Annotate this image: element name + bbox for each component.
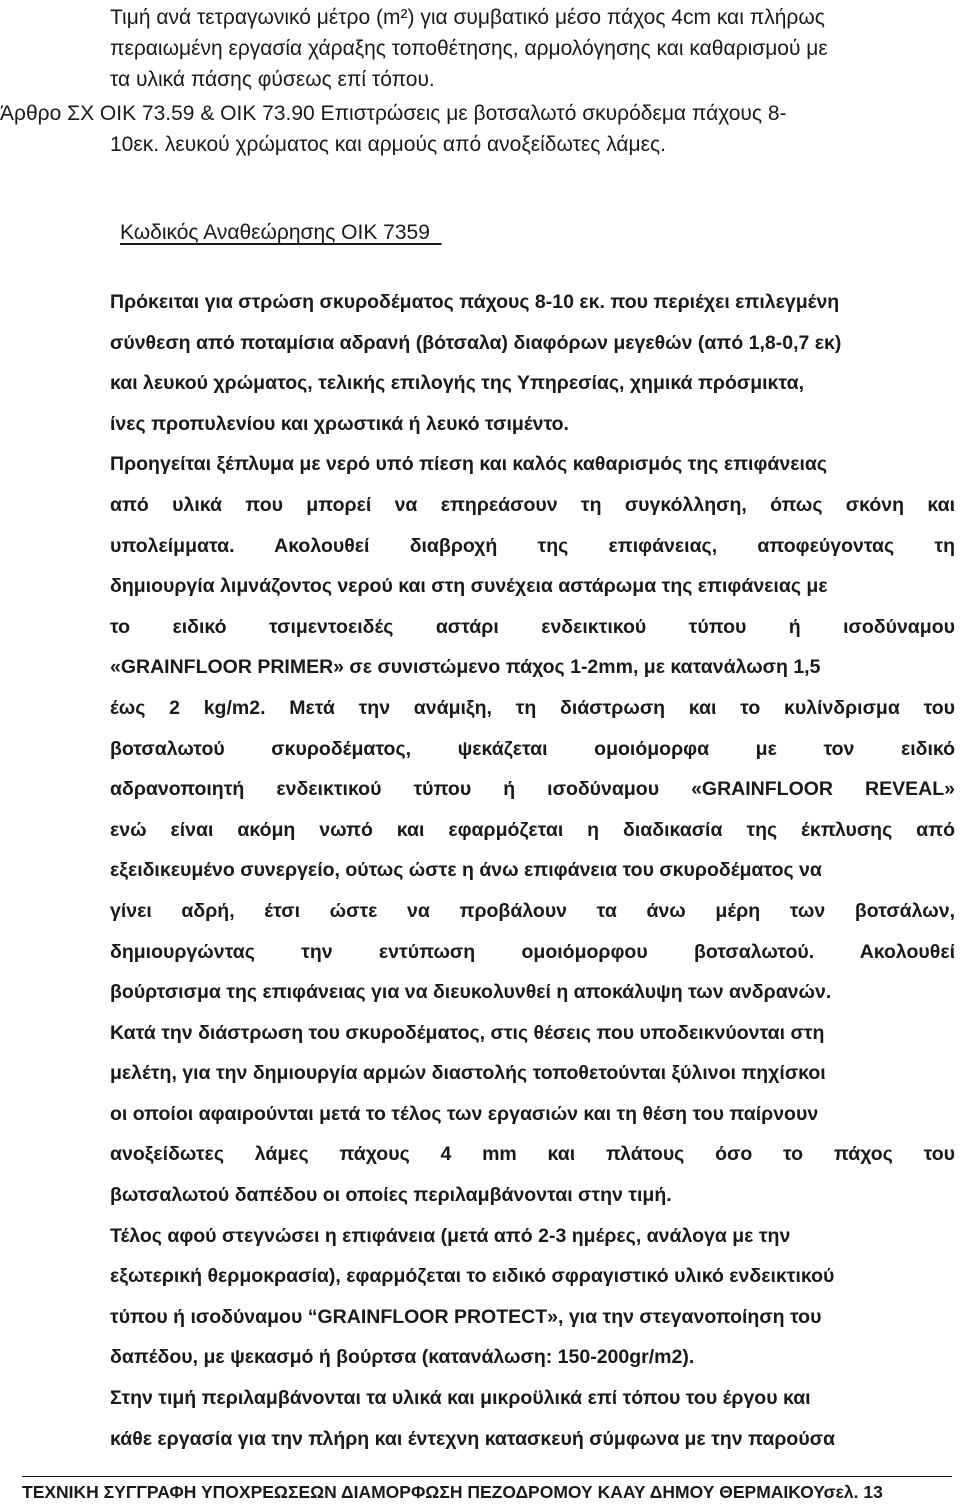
body-line: ίνες προπυλενίου και χρωστικά ή λευκό τσιμέντο.: [110, 412, 569, 435]
body-line: Στην τιμή περιλαμβάνονται τα υλικά και μικροϋλικά επί τόπου του έργου και: [110, 1387, 811, 1410]
article-heading: [0, 98, 940, 160]
page-footer: ΤΕΧΝΙΚΗ ΣΥΓΓΡΑΦΗ ΥΠΟΧΡΕΩΣΕΩΝ ΔΙΑΜΟΡΦΩΣΗ ΠΕΖΟΔΡΟΜΟΥ ΚΑΑΥ ΔΗΜΟΥ ΘΕΡΜΑΙΚΟΥσελ. 13: [22, 1482, 883, 1502]
body-line: και λευκού χρώματος, τελικής επιλογής της Υπηρεσίας, χημικά πρόσμικτα,: [110, 372, 804, 395]
body-line: ενώ είναι ακόμη νωπό και εφαρμόζεται η διαδικασία της έκπλυσης από: [110, 818, 955, 841]
intro-line: τα υλικά πάσης φύσεως επί τόπου.: [110, 68, 435, 91]
body-line: κάθε εργασία για την πλήρη και έντεχνη κατασκευή σύμφωνα με την παρούσα: [110, 1427, 835, 1450]
body-line: από υλικά που μπορεί να επηρεάσουν τη συγκόλληση, όπως σκόνη και: [110, 493, 955, 516]
revision-code: Κωδικός Αναθεώρησης ΟΙΚ 7359: [120, 221, 442, 244]
body-line: ανοξείδωτες λάμες πάχους 4 mm και πλάτους όσο το πάχος του: [110, 1143, 955, 1166]
body-line: εξειδικευμένο συνεργείο, ούτως ώστε η άνω επιφάνεια του σκυροδέματος να: [110, 859, 822, 882]
body-line: Τέλος αφού στεγνώσει η επιφάνεια (μετά από 2-3 ημέρες, ανάλογα με την: [110, 1224, 791, 1247]
body-line: δημιουργώντας την εντύπωση ομοιόμορφου βοτσαλωτού. Ακολουθεί: [110, 940, 955, 963]
body-line: σύνθεση από ποταμίσια αδρανή (βότσαλα) διαφόρων μεγεθών (από 1,8-0,7 εκ): [110, 331, 842, 354]
body-line: έως 2 kg/m2. Μετά την ανάμιξη, τη διάστρωση και το κυλίνδρισμα του: [110, 696, 955, 719]
intro-line: περαιωμένη εργασία χάραξης τοποθέτησης, αρμολόγησης και καθαρισμού με: [110, 37, 828, 60]
body-line: δαπέδου, με ψεκασμό ή βούρτσα (κατανάλωση: 150-200gr/m2).: [110, 1346, 695, 1369]
article-title-line-2: 10εκ. λευκού χρώματος και αρμούς από ανοξείδωτες λάμες.: [110, 133, 666, 156]
footer-divider: [22, 1476, 952, 1477]
body-line: αδρανοποιητή ενδεικτικού τύπου ή ισοδύναμου «GRAINFLOOR REVEAL»: [110, 778, 955, 801]
body-line: γίνει αδρή, έτσι ώστε να προβάλουν τα άνω μέρη των βοτσάλων,: [110, 899, 955, 922]
body-line: βούρτσισμα της επιφάνειας για να διευκολυνθεί η αποκάλυψη των ανδρανών.: [110, 981, 832, 1004]
body-line: μελέτη, για την δημιουργία αρμών διαστολής τοποθετούνται ξύλινοι πηχίσκοι: [110, 1062, 826, 1085]
body-line: «GRAINFLOOR PRIMER» σε συνιστώμενο πάχος 1-2mm, με κατανάλωση 1,5: [110, 656, 821, 679]
intro-line: Τιμή ανά τετραγωνικό μέτρο (m²) για συμβατικό μέσο πάχος 4cm και πλήρως: [110, 6, 825, 29]
body-line: Κατά την διάστρωση του σκυροδέματος, στις θέσεις που υποδεικνύονται στη: [110, 1021, 825, 1044]
body-line: βωτσαλωτού δαπέδου οι οποίες περιλαμβάνονται στην τιμή.: [110, 1184, 672, 1207]
body-line: εξωτερική θερμοκρασία), εφαρμόζεται το ειδικό σφραγιστικό υλικό ενδεικτικού: [110, 1265, 835, 1288]
body-line: Πρόκειται για στρώση σκυροδέματος πάχους 8-10 εκ. που περιέχει επιλεγμένη: [110, 291, 840, 313]
body-line: τύπου ή ισοδύναμου “GRAINFLOOR PROTECT», για την στεγανοποίηση του: [110, 1305, 822, 1328]
body-line: δημιουργία λιμνάζοντος νερού και στη συνέχεια αστάρωμα της επιφάνειας με: [110, 575, 828, 598]
body-line: Προηγείται ξέπλυμα με νερό υπό πίεση και καλός καθαρισμός της επιφάνειας: [110, 453, 828, 476]
body-line: το ειδικό τσιμεντοειδές αστάρι ενδεικτικού τύπου ή ισοδύναμου: [110, 615, 955, 638]
body-line: υπολείμματα. Ακολουθεί διαβροχή της επιφάνειας, αποφεύγοντας τη: [110, 534, 955, 557]
intro-paragraph: [110, 2, 940, 95]
article-title-line-1: Άρθρο ΣΧ ΟΙΚ 73.59 & ΟΙΚ 73.90 Επιστρώσεις με βοτσαλωτό σκυρόδεμα πάχους 8-: [0, 102, 787, 125]
body-text: [110, 282, 955, 1459]
body-line: βοτσαλωτού σκυροδέματος, ψεκάζεται ομοιόμορφα με τον ειδικό: [110, 737, 955, 760]
body-line: οι οποίοι αφαιρούνται μετά το τέλος των εργασιών και τη θέση του παίρνουν: [110, 1102, 819, 1125]
